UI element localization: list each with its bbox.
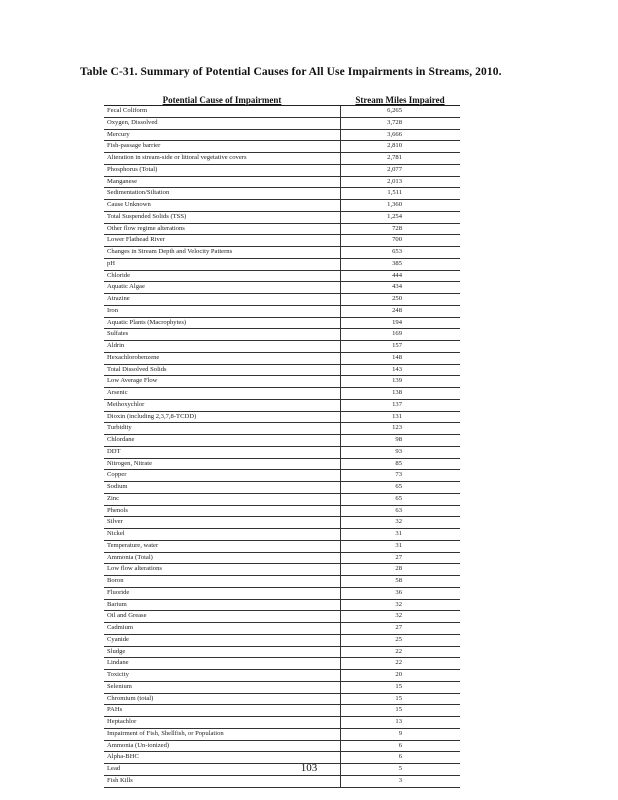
table-row	[104, 728, 460, 740]
cause-cell: Other flow regime alterations	[104, 223, 340, 235]
table-row	[104, 435, 460, 447]
miles-cell: 32	[340, 611, 460, 623]
cause-cell: Sludge	[104, 646, 340, 658]
table-row	[104, 705, 460, 717]
miles-cell: 58	[340, 576, 460, 588]
table-row	[104, 646, 460, 658]
cause-cell: Cadmium	[104, 623, 340, 635]
table-row	[104, 576, 460, 588]
cause-cell: Selenium	[104, 681, 340, 693]
miles-cell: 434	[340, 282, 460, 294]
table-row	[104, 364, 460, 376]
miles-cell: 85	[340, 458, 460, 470]
miles-cell: 9	[340, 728, 460, 740]
cause-cell: Ammonia (Un-ionized)	[104, 740, 340, 752]
cause-cell: Arsenic	[104, 388, 340, 400]
table-row	[104, 658, 460, 670]
cause-cell: Fish-passage barrier	[104, 141, 340, 153]
miles-cell: 27	[340, 623, 460, 635]
miles-cell: 31	[340, 540, 460, 552]
table-row	[104, 388, 460, 400]
table-row	[104, 540, 460, 552]
table-row	[104, 247, 460, 259]
miles-cell: 1,511	[340, 188, 460, 200]
miles-cell: 123	[340, 423, 460, 435]
table-row	[104, 423, 460, 435]
miles-cell: 32	[340, 517, 460, 529]
table-row	[104, 270, 460, 282]
cause-cell: Sodium	[104, 482, 340, 494]
table-row	[104, 634, 460, 646]
miles-cell: 385	[340, 258, 460, 270]
cause-cell: Temperature, water	[104, 540, 340, 552]
cause-cell: Sulfates	[104, 329, 340, 341]
table-row	[104, 599, 460, 611]
miles-cell: 1,360	[340, 200, 460, 212]
miles-cell: 6	[340, 752, 460, 764]
table-row	[104, 517, 460, 529]
cause-cell: Iron	[104, 305, 340, 317]
table-row	[104, 211, 460, 223]
cause-cell: Ammonia (Total)	[104, 552, 340, 564]
cause-cell: Aquatic Algae	[104, 282, 340, 294]
page-number: 103	[300, 762, 318, 774]
table-row	[104, 329, 460, 341]
cause-cell: Impairment of Fish, Shellfish, or Population	[104, 728, 340, 740]
miles-cell: 31	[340, 529, 460, 541]
table-row	[104, 446, 460, 458]
table-row	[104, 458, 460, 470]
table-row	[104, 611, 460, 623]
miles-cell: 653	[340, 247, 460, 259]
cause-cell: Chlordane	[104, 435, 340, 447]
table-row	[104, 188, 460, 200]
table-row	[104, 482, 460, 494]
table-row	[104, 623, 460, 635]
miles-cell: 93	[340, 446, 460, 458]
cause-cell: Manganese	[104, 176, 340, 188]
cause-cell: Cause Unknown	[104, 200, 340, 212]
miles-cell: 27	[340, 552, 460, 564]
miles-cell: 2,013	[340, 176, 460, 188]
cause-cell: DDT	[104, 446, 340, 458]
miles-cell: 700	[340, 235, 460, 247]
table-row	[104, 129, 460, 141]
cause-cell: Atrazine	[104, 294, 340, 306]
cause-cell: Total Suspended Solids (TSS)	[104, 211, 340, 223]
cause-cell: Chloride	[104, 270, 340, 282]
miles-cell: 65	[340, 493, 460, 505]
table-row	[104, 305, 460, 317]
impairment-table-container	[104, 95, 460, 788]
miles-cell: 22	[340, 646, 460, 658]
miles-cell: 25	[340, 634, 460, 646]
miles-cell: 2,077	[340, 164, 460, 176]
miles-cell: 137	[340, 399, 460, 411]
cause-cell: Oil and Grease	[104, 611, 340, 623]
miles-cell: 157	[340, 341, 460, 353]
column-header-miles: Stream Miles Impaired	[340, 95, 460, 106]
cause-cell: Boron	[104, 576, 340, 588]
cause-cell: Low Average Flow	[104, 376, 340, 388]
miles-cell: 73	[340, 470, 460, 482]
miles-cell: 248	[340, 305, 460, 317]
cause-cell: Fluoride	[104, 587, 340, 599]
miles-cell: 65	[340, 482, 460, 494]
miles-cell: 3,666	[340, 129, 460, 141]
miles-cell: 444	[340, 270, 460, 282]
cause-cell: Total Dissolved Solids	[104, 364, 340, 376]
cause-cell: Nitrogen, Nitrate	[104, 458, 340, 470]
column-header-cause: Potential Cause of Impairment	[104, 95, 340, 106]
cause-cell: Alteration in stream-side or littoral vegetative covers	[104, 153, 340, 165]
table-row	[104, 317, 460, 329]
miles-cell: 22	[340, 658, 460, 670]
miles-cell: 15	[340, 693, 460, 705]
cause-cell: Cyanide	[104, 634, 340, 646]
table-row	[104, 493, 460, 505]
cause-cell: Turbidity	[104, 423, 340, 435]
miles-cell: 36	[340, 587, 460, 599]
miles-cell: 139	[340, 376, 460, 388]
miles-cell: 63	[340, 505, 460, 517]
table-row	[104, 153, 460, 165]
cause-cell: Hexachlorobenzene	[104, 352, 340, 364]
cause-cell: Chromium (total)	[104, 693, 340, 705]
table-row	[104, 117, 460, 129]
table-row	[104, 141, 460, 153]
miles-cell: 28	[340, 564, 460, 576]
miles-cell: 3,728	[340, 117, 460, 129]
table-row	[104, 470, 460, 482]
table-body	[104, 106, 460, 788]
table-row	[104, 223, 460, 235]
miles-cell: 728	[340, 223, 460, 235]
cause-cell: Zinc	[104, 493, 340, 505]
cause-cell: Low flow alterations	[104, 564, 340, 576]
cause-cell: Phosphorus (Total)	[104, 164, 340, 176]
table-row	[104, 399, 460, 411]
impairment-table	[104, 95, 460, 788]
miles-cell: 20	[340, 670, 460, 682]
miles-cell: 15	[340, 705, 460, 717]
cause-cell: Dioxin (including 2,3,7,8-TCDD)	[104, 411, 340, 423]
miles-cell: 15	[340, 681, 460, 693]
table-row	[104, 411, 460, 423]
miles-cell: 131	[340, 411, 460, 423]
table-row	[104, 352, 460, 364]
table-row	[104, 587, 460, 599]
cause-cell: Copper	[104, 470, 340, 482]
table-row	[104, 564, 460, 576]
table-row	[104, 341, 460, 353]
miles-cell: 250	[340, 294, 460, 306]
cause-cell: Heptachlor	[104, 717, 340, 729]
cause-cell: Sedimentation/Siltation	[104, 188, 340, 200]
miles-cell: 5	[340, 764, 460, 776]
cause-cell: Mercury	[104, 129, 340, 141]
table-row	[104, 717, 460, 729]
cause-cell: Aldrin	[104, 341, 340, 353]
miles-cell: 1,254	[340, 211, 460, 223]
table-row	[104, 376, 460, 388]
cause-cell: Lead	[104, 764, 340, 776]
miles-cell: 2,810	[340, 141, 460, 153]
miles-cell: 143	[340, 364, 460, 376]
cause-cell: Lower Flathead River	[104, 235, 340, 247]
miles-cell: 32	[340, 599, 460, 611]
table-row	[104, 200, 460, 212]
table-row	[104, 235, 460, 247]
table-row	[104, 258, 460, 270]
table-row	[104, 740, 460, 752]
miles-cell: 169	[340, 329, 460, 341]
miles-cell: 6,265	[340, 106, 460, 118]
cause-cell: Methoxychlor	[104, 399, 340, 411]
cause-cell: Lindane	[104, 658, 340, 670]
miles-cell: 194	[340, 317, 460, 329]
table-row	[104, 670, 460, 682]
table-row	[104, 552, 460, 564]
cause-cell: PAHs	[104, 705, 340, 717]
miles-cell: 3	[340, 775, 460, 787]
table-row	[104, 176, 460, 188]
table-row	[104, 775, 460, 787]
table-row	[104, 282, 460, 294]
cause-cell: Changes in Stream Depth and Velocity Patterns	[104, 247, 340, 259]
cause-cell: Alpha-BHC	[104, 752, 340, 764]
table-row	[104, 693, 460, 705]
table-row	[104, 529, 460, 541]
cause-cell: Silver	[104, 517, 340, 529]
miles-cell: 148	[340, 352, 460, 364]
cause-cell: pH	[104, 258, 340, 270]
table-row	[104, 164, 460, 176]
table-row	[104, 505, 460, 517]
cause-cell: Fecal Coliform	[104, 106, 340, 118]
miles-cell: 13	[340, 717, 460, 729]
cause-cell: Aquatic Plants (Macrophytes)	[104, 317, 340, 329]
miles-cell: 2,781	[340, 153, 460, 165]
cause-cell: Nickel	[104, 529, 340, 541]
cause-cell: Barium	[104, 599, 340, 611]
table-row	[104, 294, 460, 306]
cause-cell: Fish Kills	[104, 775, 340, 787]
table-row	[104, 681, 460, 693]
table-caption: Table C-31. Summary of Potential Causes for All Use Impairments in Streams, 2010.	[80, 66, 502, 78]
cause-cell: Toxicity	[104, 670, 340, 682]
table-header-row	[104, 95, 460, 106]
miles-cell: 6	[340, 740, 460, 752]
miles-cell: 98	[340, 435, 460, 447]
cause-cell: Oxygen, Dissolved	[104, 117, 340, 129]
cause-cell: Phenols	[104, 505, 340, 517]
miles-cell: 138	[340, 388, 460, 400]
table-row	[104, 106, 460, 118]
